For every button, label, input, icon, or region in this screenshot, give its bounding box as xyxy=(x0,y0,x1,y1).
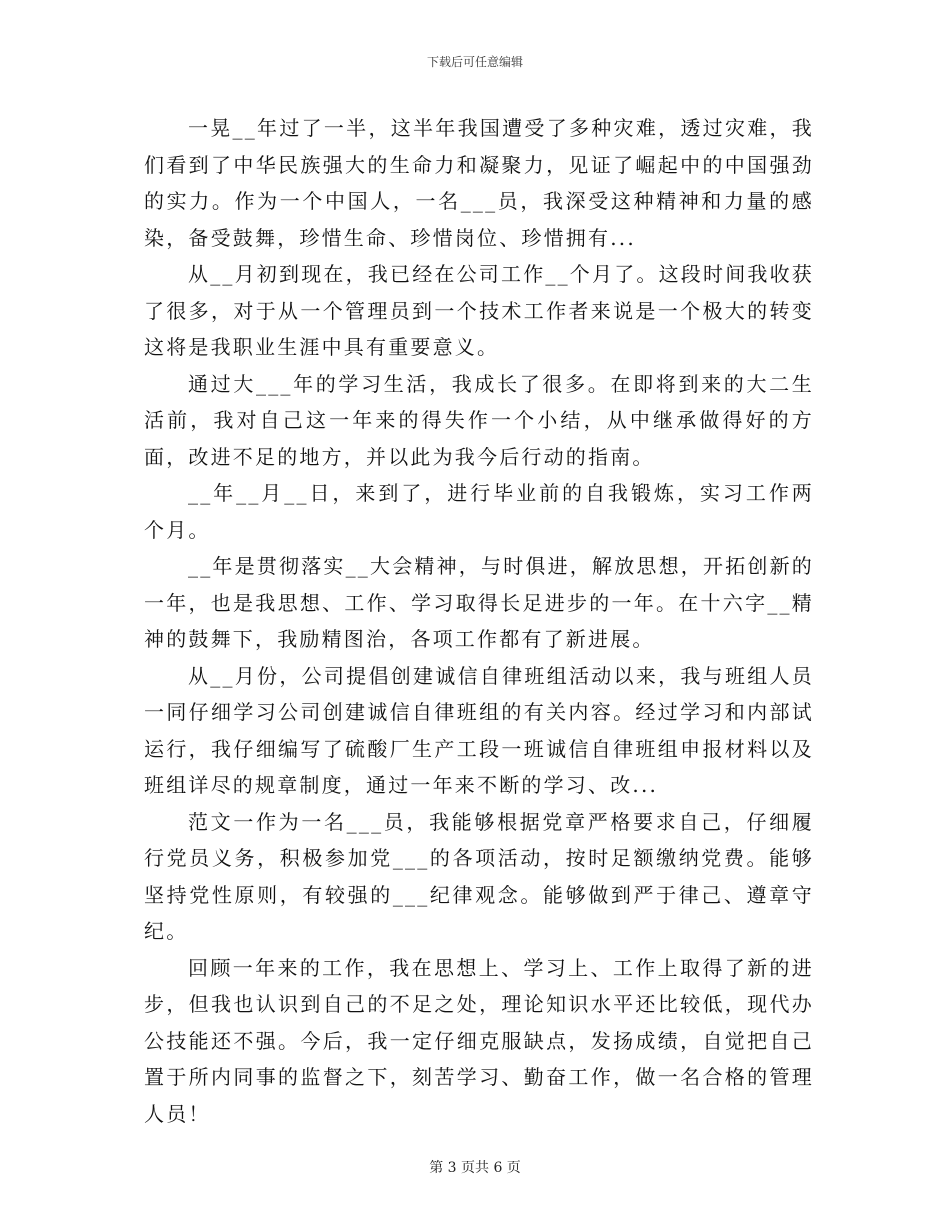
paragraph-8: 回顾一年来的工作，我在思想上、学习上、工作上取得了新的进步，但我也认识到自己的不足之处，理论知识水平还比较低，现代办公技能还不强。今后，我一定仔细克服缺点，发扬成绩，自觉把自己置于所内同事的监督之下，刻苦学习、勤奋工作，做一名合格的管理人员！ xyxy=(144,955,814,1126)
paragraph-5: __年是贯彻落实__大会精神，与时俱进，解放思想，开拓创新的一年，也是我思想、工作、学习取得长足进步的一年。在十六字__精神的鼓舞下，我励精图治，各项工作都有了新进展。 xyxy=(144,554,814,651)
paragraph-7: 范文一作为一名___员，我能够根据党章严格要求自己，仔细履行党员义务，积极参加党___的各项活动，按时足额缴纳党费。能够坚持党性原则，有较强的___纪律观念。能够做到严于律己、遵章守纪。 xyxy=(144,809,814,943)
paragraph-3: 通过大___年的学习生活，我成长了很多。在即将到来的大二生活前，我对自己这一年来的得失作一个小结，从中继承做得好的方面，改进不足的地方，并以此为我今后行动的指南。 xyxy=(144,371,814,469)
paragraph-4: __年__月__日，来到了，进行毕业前的自我锻炼，实习工作两个月。 xyxy=(144,481,814,542)
paragraph-2: 从__月初到现在，我已经在公司工作__个月了。这段时间我收获了很多，对于从一个管理员到一个技术工作者来说是一个极大的转变这将是我职业生涯中具有重要意义。 xyxy=(144,262,814,359)
page-number: 第 3 页共 6 页 xyxy=(429,1160,521,1176)
paragraph-1: 一晃__年过了一半，这半年我国遭受了多种灾难，透过灾难，我们看到了中华民族强大的生命力和凝聚力，见证了崛起中的中国强劲的实力。作为一个中国人，一名___员，我深受这种精神和力量的感染，备受鼓舞，珍惜生命、珍惜岗位、珍惜拥有... xyxy=(144,116,814,250)
document-body xyxy=(144,110,814,1132)
page-header: 下载后可任意编辑 xyxy=(426,55,523,69)
paragraph-6: 从__月份，公司提倡创建诚信自律班组活动以来，我与班组人员一同仔细学习公司创建诚信自律班组的有关内容。经过学习和内部试运行，我仔细编写了硫酸厂生产工段一班诚信自律班组申报材料以及班组详尽的规章制度，通过一年来不断的学习、改... xyxy=(144,663,814,797)
